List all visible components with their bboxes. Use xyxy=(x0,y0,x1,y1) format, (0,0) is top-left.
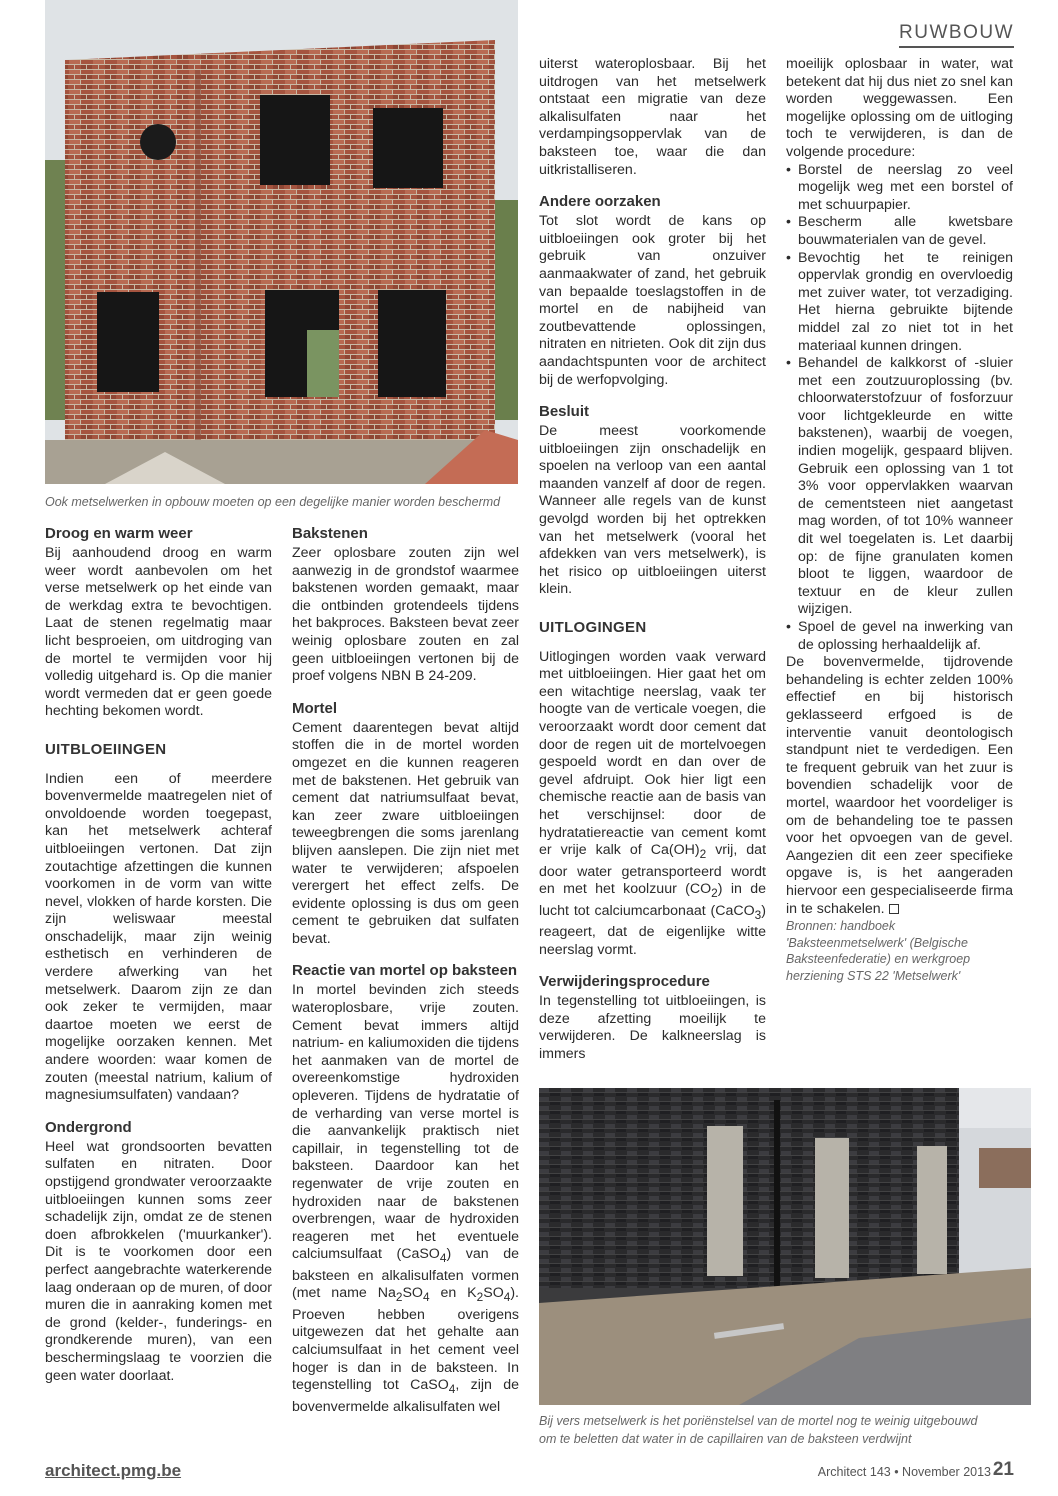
subscript: 2 xyxy=(476,1290,484,1305)
top-photo-caption: Ook metselwerken in opbouw moeten op een degelijke manier worden beschermd xyxy=(45,495,501,509)
list-item: • Borstel de neerslag zo veel mogelijk weg met een borstel of met schuurpapier. xyxy=(786,162,1013,215)
subscript: 2 xyxy=(711,886,718,900)
column-4 xyxy=(786,56,1013,984)
column-2 xyxy=(292,525,519,1416)
text-fragment: SO xyxy=(402,1285,423,1302)
paragraph-bakstenen: Zeer oplosbare zouten zijn wel aanwezig in de grondstof waarmee bakstenen worden gemaakt, maar die ontbinden grotendeels tijdens het bakproces. Baksteen bevat zeer weinig oplosbare zouten en zal geen uitbloeiingen vertonen bij de proef volgens NBN B 24-209. xyxy=(292,545,519,685)
construction-photo-illustration xyxy=(45,0,518,484)
text-fragment: SO xyxy=(483,1285,504,1302)
paragraph-besluit: De meest voorkomende uitbloeiingen zijn onschadelijk en spoelen na verloop van een aantal maanden vanzelf af door de regen. Wanneer alle regels van de kunst gevolgd worden bij het optrekken van het metselwerk (vooral het afdekken van vers metselwerk), is het risico op uitbloeiingen uiterst klein. xyxy=(539,423,766,598)
heading-besluit: Besluit xyxy=(539,403,590,421)
paragraph-droog-warm-weer: Bij aanhoudend droog en warm weer wordt aanbevolen om het verse metselwerk op het einde van de werkdag extra te bevochtigen. Laat de stenen regelmatig maar licht besproeien, om uitdroging van de mortel te vermijden voor hij volledig uitgehard is. Op die manier wordt vermeden dat er geen goede hechting bekomen wordt. xyxy=(45,545,272,720)
heading-reactie-mortel-baksteen: Reactie van mortel op baksteen xyxy=(292,962,518,980)
heading-ondergrond: Ondergrond xyxy=(45,1118,132,1136)
subscript: 2 xyxy=(699,846,707,861)
column-1 xyxy=(45,525,272,1385)
paragraph-verwijderingsprocedure: In tegenstelling tot uitbloeiingen, is deze afzetting moeilijk te verwijderen. De kalkneerslag is immers xyxy=(539,993,766,1062)
paragraph-uitbloeiingen: Indien een of meerdere bovenvermelde maatregelen niet of onvoldoende worden toegepast, kan het metselwerk achteraf uitbloeiingen vertonen. Dat zijn zoutachtige afzettingen die kunnen voorkomen in de vorm van witte nevel, vlokken of harde korsten. Die zijn weliswaar meestal onschadelijk, maar zijn weinig esthetisch en verhinderen de verdere afwerking van het metselwerk. Daarom zijn ze dan ook zeker te vermijden, maar daartoe moeten we eerst de mogelijke oorzaken kennen. Met andere woorden: waar komen de zouten (meestal natrium, kalium of magnesiumsulfaten) vandaan? xyxy=(45,770,272,1104)
subscript: 4 xyxy=(448,1382,456,1397)
heading-bakstenen: Bakstenen xyxy=(292,525,368,542)
column-3 xyxy=(539,56,766,1064)
paragraph-mortel: Cement daarentegen bevat altijd stoffen die in de mortel worden omgezet en die kunnen reageren met de bakstenen. Het gebruik van cement dat natriumsulfaat bevat, kan zeer zware uitbloeiingen teweegbrengen die soms jarenlang blijven aanslepen. Die zijn niet met water te verwijderen; afspoelen verergert het effect zelfs. De evidente oplossing is dus om geen cement te gebruiken dat sulfaten bevat. xyxy=(292,719,519,947)
subscript: 2 xyxy=(395,1290,403,1305)
paragraph-ondergrond: Heel wat grondsoorten bevatten sulfaten en nitraten. Door opstijgend grondwater veroorzaakte uitbloeiingen kunnen soms zeer schadelijk zijn, omdat ze de stenen doen afbrokkelen ('muurkanker'). Dit is te voorkomen door een perfect aangebrachte waterkerende laag onderaan op de muren, of door muren die in aanraking komen met de grond (kelder-, funderings- en grondkerende muren), van een beschermingslaag te voorzien die geen water doorlaat. xyxy=(45,1138,272,1384)
text-fragment: ) reageert, dat de eigenlijke witte neerslag vormt. xyxy=(539,902,766,958)
text-fragment: , zijn de bovenvermelde alkalisulfaten wel xyxy=(292,1377,519,1415)
paragraph-uitlogingen xyxy=(539,649,766,960)
heading-verwijderingsprocedure: Verwijderingsprocedure xyxy=(539,973,710,991)
text-fragment: Uitlogingen worden vaak verward met uitbloeiingen. Hier gaat het om een witachtige neerslag, vaak ter hoogte van de verticale voegen, die veroorzaakt wordt door cement dat door de regen uit de mortelvoegen gespoeld wordt en dan over de gevel afdruipt. Ook hier ligt een chemische reactie aan de basis van het verschijnsel: door de hydratatiereactie van cement komt er vrije kalk of Ca(OH) xyxy=(539,648,766,859)
heading-mortel: Mortel xyxy=(292,699,337,717)
construction-photo xyxy=(45,0,518,484)
list-item: • Bevochtig het te reinigen oppervlak grondig en overvloedig met zuiver water, tot verzadiging. Het hierna gebruikte bijtende middel zal zo niet tot in het materiaal kunnen dringen. xyxy=(786,250,1013,356)
heading-uitlogingen: UITLOGINGEN xyxy=(539,619,647,637)
heading-droog-warm-weer: Droog en warm weer xyxy=(45,525,193,542)
text-fragment: De bovenvermelde, tijdrovende behandeling is echter zelden 100% effectief en bij historisch geklasseerd erfgoed is de interventie vanuit deontologisch standpunt niet te verdedigen. Een te frequent gebruik van het zuur is bovendien schadelijk voor de mortel, waardoor het voordeliger is om de behandeling toe te passen voor het opvoegen van de gevel. Aangezien dit een zeer specifieke opgave is, is het aangeraden hiervoor een gespecialiseerde firma in te schakelen. xyxy=(786,654,1013,917)
procedure-list xyxy=(786,162,1013,655)
list-item: • Spoel de gevel na inwerking van de oplossing herhaaldelijk af. xyxy=(786,619,1013,654)
subscript: 4 xyxy=(503,1290,511,1305)
text-fragment: vrij, dat door water getransporteerd wordt en met het koolzuur (CO xyxy=(539,842,767,898)
paragraph-continued: moeilijk oplosbaar in water, wat betekent dat hij dus niet zo snel kan worden weggewassen. Een mogelijke oplossing om de uitloging toch te verwijderen, is dan de volgende procedure: xyxy=(786,56,1013,160)
subscript: 3 xyxy=(754,907,762,922)
footer-issue: Architect 143 • November 2013 xyxy=(817,1465,991,1479)
paragraph-conclusion xyxy=(786,654,1013,918)
paragraph-reactie-mortel-baksteen xyxy=(292,982,519,1416)
text-fragment: In mortel bevinden zich steeds wateroplosbare, vrije zouten. Cement bevat immers altijd natrium- en kaliumoxiden die tijdens het aanmaken van de mortel de overeenkomstige hydroxiden opleveren. Tijdens de hydratatie of de verharding van verse mortel is die aanvankelijk praktisch niet capillair, in tegenstelling tot de baksteen. Daardoor kan het regenwater de vrije zouten en hydroxiden naar de bakstenen overbrengen, waar de hydroxiden reageren met het eventuele calciumsulfaat (CaSO xyxy=(292,982,519,1263)
bottom-photo-caption-line-2: om te beletten dat water in de capillairen van de baksteen verdwijnt xyxy=(539,1432,912,1446)
footer-website-link[interactable]: architect.pmg.be xyxy=(45,1461,182,1480)
subscript: 4 xyxy=(439,1251,447,1266)
text-fragment: ) in de lucht tot calciumcarbonaat (CaCO xyxy=(539,881,766,919)
sources-note: Bronnen: handboek 'Baksteenmetselwerk' (Belgische Baksteenfederatie) en werkgroep herziening STS 22 'Metselwerk' xyxy=(786,919,971,983)
text-fragment: en K xyxy=(429,1285,477,1302)
heading-andere-oorzaken: Andere oorzaken xyxy=(539,193,661,211)
end-mark-icon xyxy=(889,904,899,914)
facade-photo-illustration xyxy=(539,1088,1031,1405)
facade-photo xyxy=(539,1088,1031,1405)
list-item: • Behandel de kalkkorst of -sluier met een zoutzuuroplossing (bv. chloorwaterstofzuur of fosforzuur voor lichtgekleurde en witte bakstenen), waarbij de voegen, indien mogelijk, gespaard blijven. Gebruik een oplossing van 1 tot 3% voor oppervlakken waarvan de cementsteen niet aangetast mag worden, of tot 10% wanneer dit wel toegelaten is. Let daarbij op: de fijne granulaten komen bloot te liggen, waardoor de textuur en de kleur zullen wijzigen. xyxy=(786,355,1013,619)
list-item: • Bescherm alle kwetsbare bouwmaterialen van de gevel. xyxy=(786,214,1013,249)
subscript: 4 xyxy=(422,1290,430,1305)
bottom-photo-caption-line-1: Bij vers metselwerk is het poriënstelsel van de mortel nog te weinig uitgebouwd xyxy=(539,1414,978,1428)
section-label: RUWBOUW xyxy=(899,20,1014,48)
text-fragment: ) van de baksteen en alkalisulfaten vormen (met name Na xyxy=(292,1246,519,1302)
page-number: 21 xyxy=(992,1459,1014,1480)
paragraph-continued: uiterst wateroplosbaar. Bij het uitdrogen van het metselwerk ontstaat een migratie van deze alkalisulfaten naar het verdampingsoppervlak van de baksteen toe, waar die dan uitkristalliseren. xyxy=(539,56,766,178)
text-fragment: ). Proeven hebben overigens uitgewezen dat het gehalte aan calciumsulfaat in het cement veel hoger is dan in de baksteen. In tegenstelling tot CaSO xyxy=(292,1285,519,1394)
heading-uitbloeiingen: UITBLOEIINGEN xyxy=(45,740,167,758)
paragraph-andere-oorzaken: Tot slot wordt de kans op uitbloeiingen ook groter bij het gebruik van onzuiver aanmaakwater of zand, het gebruik van bepaalde toeslagstoffen in de mortel en de nabijheid van zoutbevattende oplossingen, nitraten en nitrieten. Ook dit zijn dus aandachtspunten voor de architect bij de werfopvolging. xyxy=(539,213,766,388)
